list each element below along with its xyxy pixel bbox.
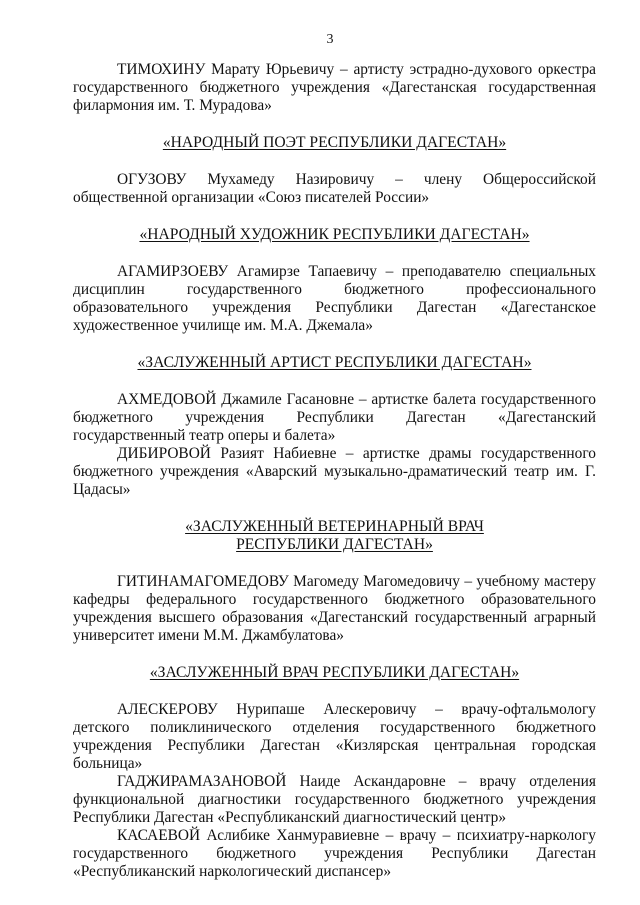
award-title: «НАРОДНЫЙ ХУДОЖНИК РЕСПУБЛИКИ ДАГЕСТАН»: [139, 226, 530, 243]
award-entry: КАСАЕВОЙ Аслибике Ханмуравиевне – врачу – психиатру-наркологу государственного бюджетного учреждения Республики Дагестан «Республиканский наркологический диспансер»: [73, 827, 596, 880]
award-title-line-2: РЕСПУБЛИКИ ДАГЕСТАН»: [236, 536, 433, 553]
award-title: «ЗАСЛУЖЕННЫЙ ВРАЧ РЕСПУБЛИКИ ДАГЕСТАН»: [149, 664, 520, 681]
award-entry: ДИБИРОВОЙ Разият Набиевне – артистке драмы государственного бюджетного учреждения «Аварский музыкально-драматический театр им. Г. Цадасы»: [73, 445, 596, 498]
award-title-line-1: «ЗАСЛУЖЕННЫЙ ВЕТЕРИНАРНЫЙ ВРАЧ: [185, 518, 484, 535]
award-entry: ОГУЗОВУ Мухамеду Назировичу – члену Общероссийской общественной организации «Союз писателей России»: [73, 171, 596, 206]
award-title-block: [73, 518, 596, 554]
document-body: [73, 61, 596, 881]
page-number: 3: [326, 32, 334, 47]
award-entry: АЛЕСКЕРОВУ Нурипаше Алескеровичу – врачу-офтальмологу детского поликлинического отделения государственного бюджетного учреждения Республики Дагестан «Кизлярская центральная городская больница»: [73, 701, 596, 772]
award-entry: ГИТИНАМАГОМЕДОВУ Магомеду Магомедовичу – учебному мастеру кафедры федерального государственного бюджетного образовательного учреждения высшего образования «Дагестанский государственный аграрный университет имени М.М. Джамбулатова»: [73, 573, 596, 644]
award-entry: ТИМОХИНУ Марату Юрьевичу – артисту эстрадно-духового оркестра государственного бюджетного учреждения «Дагестанская государственная филармония им. Т. Мурадова»: [73, 61, 596, 114]
award-entry: АХМЕДОВОЙ Джамиле Гасановне – артистке балета государственного бюджетного учреждения Республики Дагестан «Дагестанский государственный театр оперы и балета»: [73, 391, 596, 444]
award-title: «НАРОДНЫЙ ПОЭТ РЕСПУБЛИКИ ДАГЕСТАН»: [162, 134, 507, 151]
award-entry: АГАМИРЗОЕВУ Агамирзе Тапаевичу – преподавателю специальных дисциплин государственного бюджетного профессионального образовательного учреждения Республики Дагестан «Дагестанское художественное училище им. М.А. Джемала»: [73, 263, 596, 334]
award-title: «ЗАСЛУЖЕННЫЙ АРТИСТ РЕСПУБЛИКИ ДАГЕСТАН»: [137, 354, 532, 371]
award-entry: ГАДЖИРАМАЗАНОВОЙ Наиде Аскандаровне – врачу отделения функциональной диагностики государственного бюджетного учреждения Республики Дагестан «Республиканский диагностический центр»: [73, 773, 596, 826]
